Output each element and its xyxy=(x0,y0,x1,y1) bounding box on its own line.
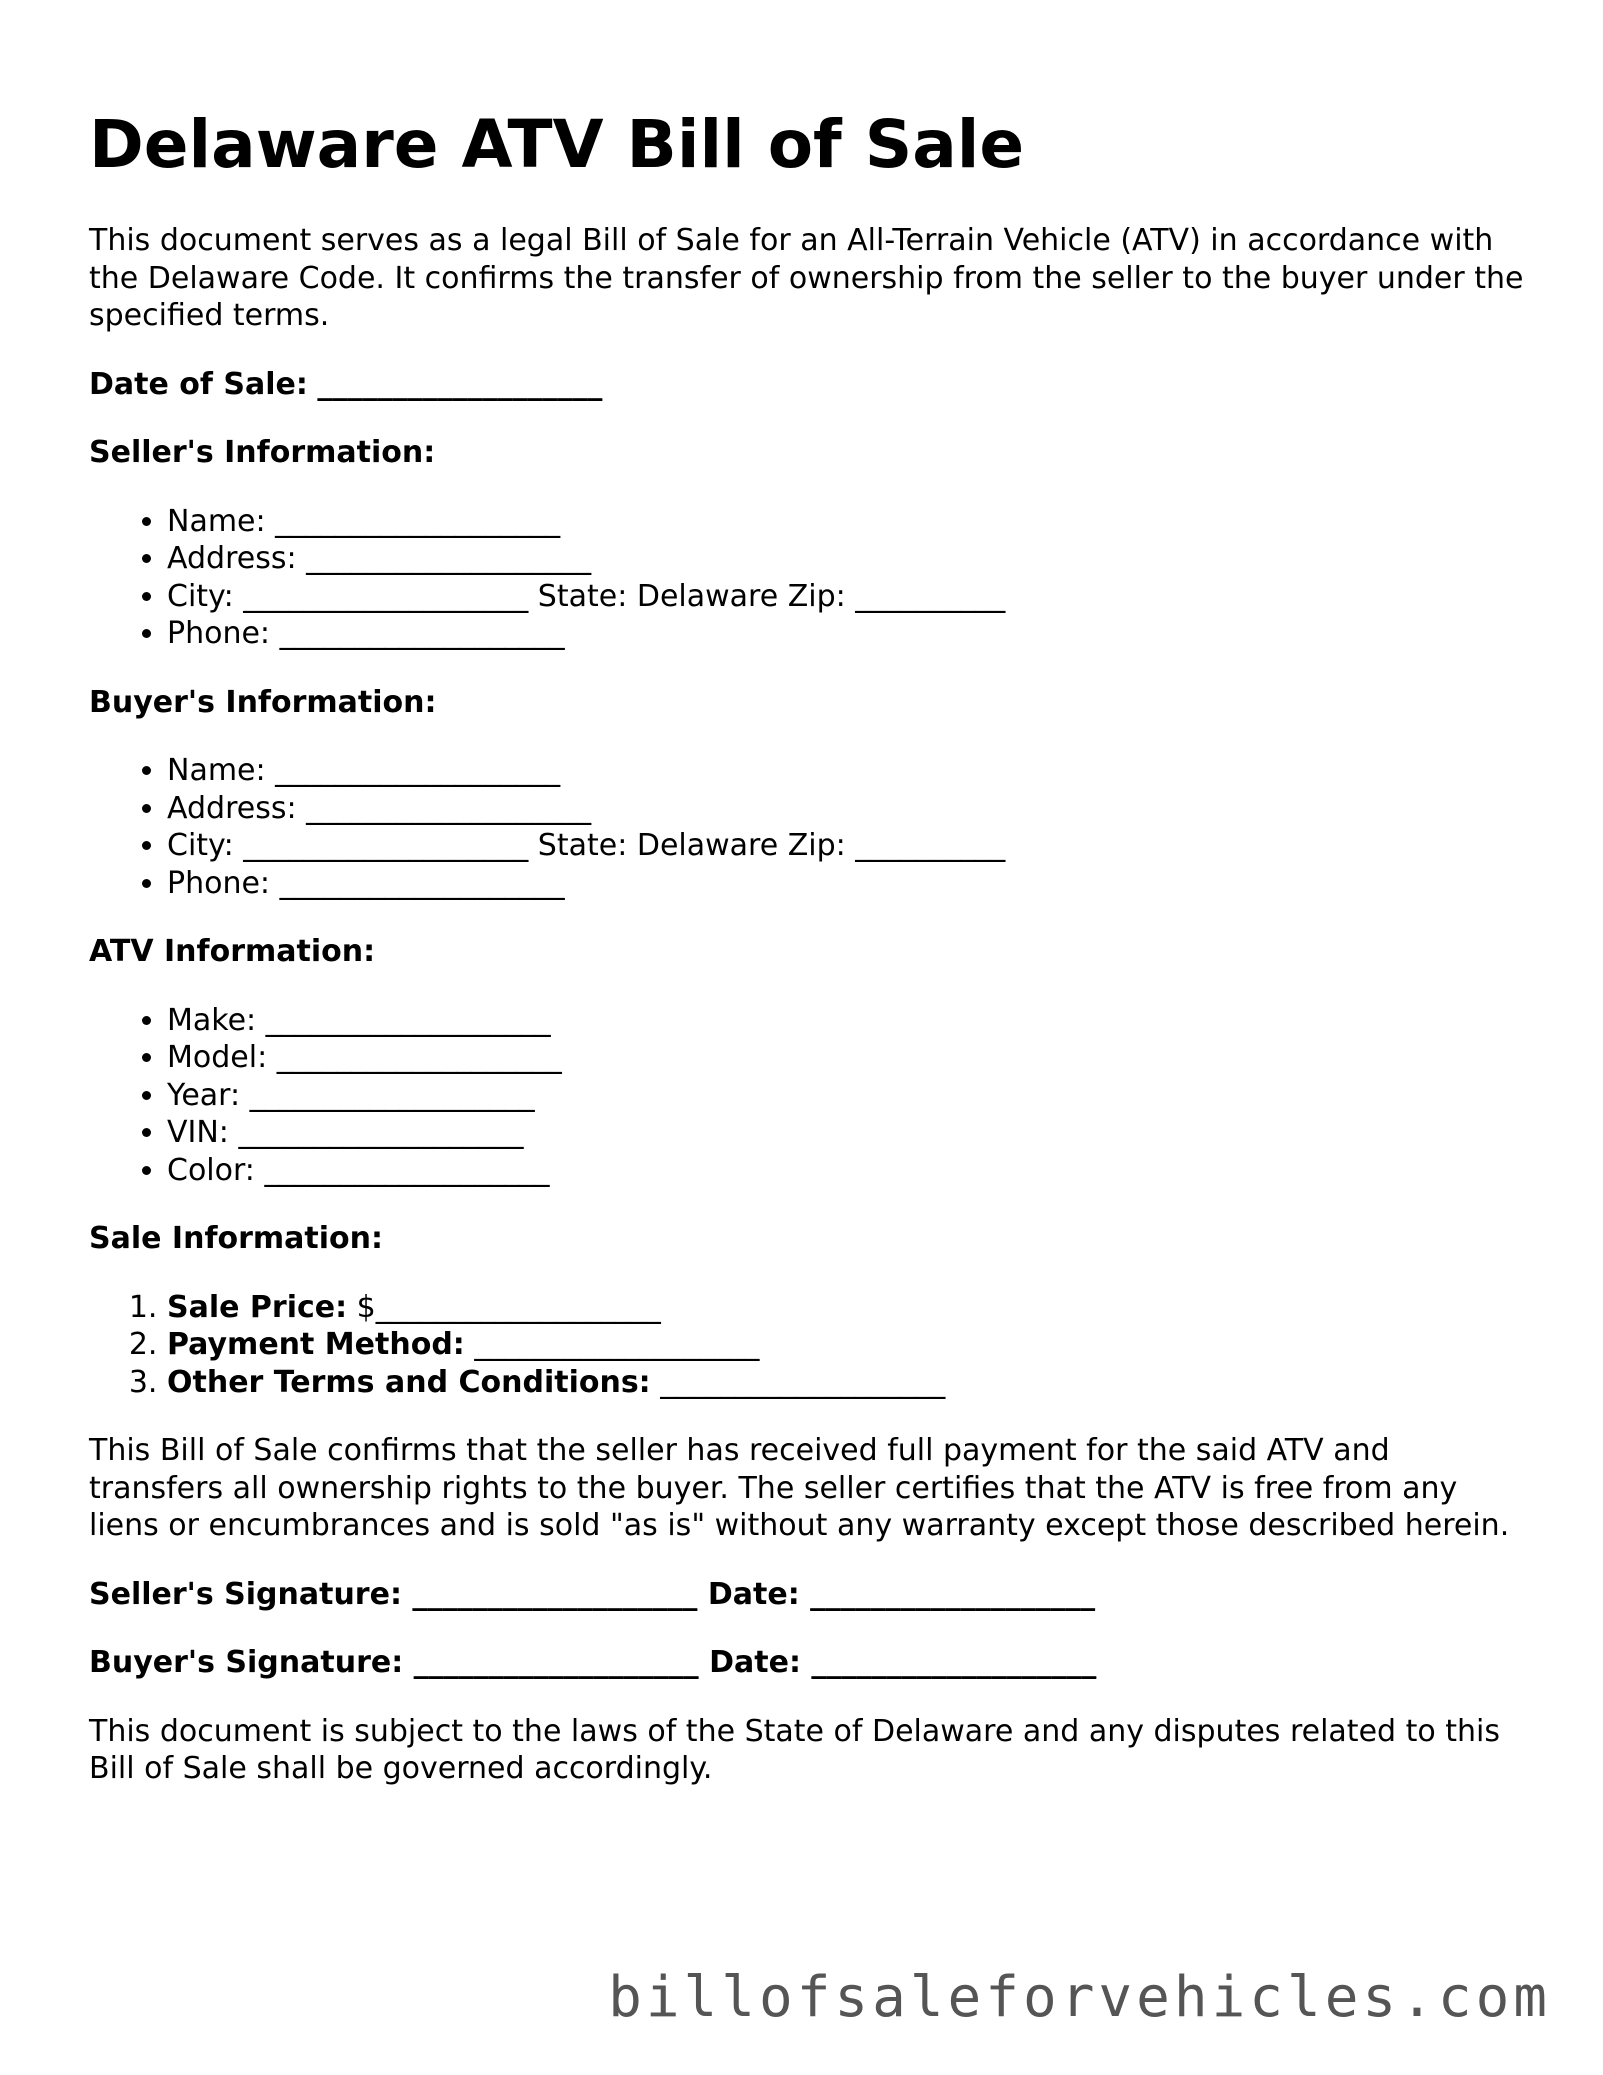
payment-method-item xyxy=(167,1326,1529,1364)
other-terms-blank[interactable]: ___________________ xyxy=(660,1364,946,1400)
buyer-address-field[interactable]: • Address: ___________________ xyxy=(167,790,1529,828)
confirmation-paragraph: This Bill of Sale confirms that the seller has received full payment for the said ATV and transfers all ownership rights to the buyer. The seller certifies that the ATV is free from any liens or encumbrances and is sold "as is" without any warranty except those described herein. xyxy=(89,1433,1510,1544)
buyer-list xyxy=(89,752,1529,902)
seller-signature-line xyxy=(89,1576,1529,1614)
buyer-signature-blank[interactable]: ___________________ xyxy=(413,1645,699,1681)
document-title: Delaware ATV Bill of Sale xyxy=(89,106,1025,183)
atv-make-field[interactable]: • Make: ___________________ xyxy=(167,1002,1529,1040)
seller-list xyxy=(89,503,1529,653)
buyer-city-state-zip-field[interactable]: • City: ___________________ State: Delaware Zip: __________ xyxy=(167,827,1529,865)
buyer-signature-line xyxy=(89,1644,1529,1682)
buyer-name-field[interactable]: • Name: ___________________ xyxy=(167,752,1529,790)
date-of-sale-blank[interactable]: ___________________ xyxy=(317,366,603,402)
atv-vin-field[interactable]: • VIN: ___________________ xyxy=(167,1114,1529,1152)
payment-method-label: Payment Method: xyxy=(167,1327,465,1363)
atv-model-field[interactable]: • Model: ___________________ xyxy=(167,1039,1529,1077)
buyer-date-label: Date: xyxy=(709,1645,801,1681)
sale-price-label: Sale Price: xyxy=(167,1289,348,1325)
footer-watermark: billofsaleforvehicles.com xyxy=(608,1965,1551,2030)
seller-signature-label: Seller's Signature: xyxy=(89,1576,402,1612)
sale-list xyxy=(89,1289,1529,1402)
other-terms-label: Other Terms and Conditions: xyxy=(167,1364,651,1400)
sale-price-blank[interactable]: $___________________ xyxy=(356,1289,661,1325)
date-of-sale-line xyxy=(89,366,1529,404)
other-terms-item xyxy=(167,1364,1529,1402)
atv-color-field[interactable]: • Color: ___________________ xyxy=(167,1152,1529,1190)
document-page xyxy=(89,105,1529,1788)
buyer-date-blank[interactable]: ___________________ xyxy=(811,1645,1097,1681)
governing-law-paragraph: This document is subject to the laws of the State of Delaware and any disputes related to this Bill of Sale shall be governed accordingly. xyxy=(89,1713,1500,1787)
seller-city-state-zip-field[interactable]: • City: ___________________ State: Delaware Zip: __________ xyxy=(167,578,1529,616)
seller-phone-field[interactable]: • Phone: ___________________ xyxy=(167,615,1529,653)
sale-price-item xyxy=(167,1289,1529,1327)
intro-paragraph: This document serves as a legal Bill of Sale for an All-Terrain Vehicle (ATV) in accordance with the Delaware Code. It confirms the transfer of ownership from the seller to the buyer under the specified terms. xyxy=(89,223,1524,334)
seller-address-field[interactable]: • Address: ___________________ xyxy=(167,540,1529,578)
buyer-heading: Buyer's Information: xyxy=(89,684,437,720)
payment-method-blank[interactable]: ___________________ xyxy=(474,1327,760,1363)
buyer-signature-label: Buyer's Signature: xyxy=(89,1645,404,1681)
date-of-sale-label: Date of Sale: xyxy=(89,366,308,402)
seller-date-blank[interactable]: ___________________ xyxy=(810,1576,1096,1612)
atv-year-field[interactable]: • Year: ___________________ xyxy=(167,1077,1529,1115)
seller-heading: Seller's Information: xyxy=(89,435,436,471)
sale-heading: Sale Information: xyxy=(89,1221,383,1257)
atv-list xyxy=(89,1002,1529,1190)
atv-heading: ATV Information: xyxy=(89,934,376,970)
seller-signature-blank[interactable]: ___________________ xyxy=(412,1576,698,1612)
buyer-phone-field[interactable]: • Phone: ___________________ xyxy=(167,865,1529,903)
seller-name-field[interactable]: • Name: ___________________ xyxy=(167,503,1529,541)
seller-date-label: Date: xyxy=(707,1576,800,1612)
